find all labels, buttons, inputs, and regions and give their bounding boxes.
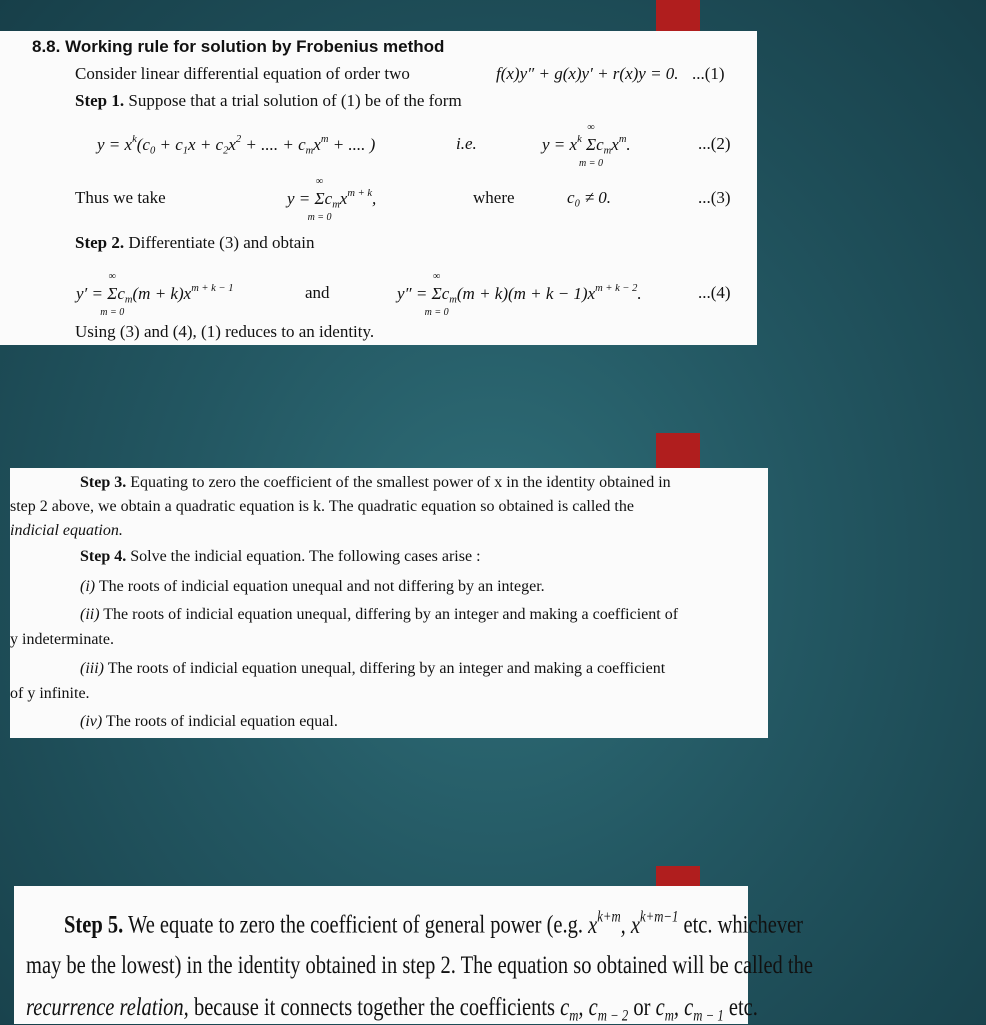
step-3-label: Step 3. (80, 474, 127, 491)
section-heading: 8.8. Working rule for solution by Frobenius method (32, 37, 445, 56)
thus-text: Thus we take (75, 188, 166, 207)
step-5-line-2 (26, 952, 986, 980)
step-2-text: Differentiate (3) and obtain (128, 233, 315, 252)
step-1 (75, 91, 462, 111)
step-3-line-1 (80, 474, 671, 492)
frobenius-card-3 (14, 886, 813, 1025)
step-4 (80, 548, 481, 566)
step-5-label: Step 5. (64, 911, 124, 939)
identity-text: Using (3) and (4), (1) reduces to an identity. (75, 322, 375, 341)
trial-solution-sum: $y = x^k$ Σ ∞ m = 0 $c_mx^m$. (542, 121, 631, 169)
frobenius-card-2 (10, 468, 768, 738)
case-2-number: (ii) (80, 606, 100, 623)
intro-text: Consider linear differential equation of order two (75, 64, 410, 83)
step-5-text-2: may be the lowest) in the identity obtained in step 2. The equation so obtained will be called the (26, 952, 813, 979)
step-3-text-1: Equating to zero the coefficient of the smallest power of x in the identity obtained in (130, 474, 671, 491)
recurrence-relation-term: recurrence relation, (26, 994, 189, 1021)
case-2-text-1: The roots of indicial equation unequal, differing by an integer and making a coefficient of (103, 606, 679, 623)
step-1-text: Suppose that a trial solution of (1) be of the form (128, 91, 462, 110)
case-1-number: (i) (80, 578, 96, 595)
case-4-number: (iv) (80, 713, 103, 730)
equation-1-number: ...(1) (692, 64, 725, 83)
red-accent-tab-1 (656, 0, 700, 34)
equation-4-number: ...(4) (698, 283, 731, 302)
second-derivative: y″ = Σ ∞ m = 0 $c_m(m + k)(m + k - 1)x^{m + k - 2}$. (397, 270, 642, 318)
where-text: where (473, 188, 515, 207)
step-5-etc: etc. (728, 994, 758, 1021)
case-2-text-2: y indeterminate. (10, 631, 114, 648)
step-5-text-3: because it connects together the coefficients (193, 994, 556, 1021)
frobenius-card-1 (0, 31, 757, 345)
series-solution: y = Σ ∞ m = 0 $c_mx^{m + k}$, (287, 175, 377, 223)
first-derivative: y′ = Σ ∞ m = 0 $c_m(m + k)x^{m + k - 1}$ (76, 270, 234, 318)
step-5-text-1b: etc. whichever (683, 911, 803, 939)
step-5-text-1: We equate to zero the coefficient of general power (e.g. (127, 911, 584, 939)
case-3 (80, 660, 665, 678)
coefficients-pair-1: $c_m$, $c_{m - 2}$ (560, 994, 629, 1025)
step-4-label: Step 4. (80, 548, 127, 565)
step-1-label: Step 1. (75, 91, 125, 110)
and-text: and (305, 283, 330, 302)
step-3-text-3: indicial equation. (10, 522, 123, 539)
step-3-text-2: step 2 above, we obtain a quadratic equation is k. The quadratic equation so obtained is called the (10, 498, 634, 515)
step-2-label: Step 2. (75, 233, 125, 252)
red-accent-tab-2 (656, 433, 700, 469)
step-5-or: or (633, 994, 651, 1021)
step-5-line-1 (64, 908, 965, 940)
ie-label: i.e. (456, 134, 477, 153)
equation-3-number: ...(3) (698, 188, 731, 207)
step-4-text: Solve the indicial equation. The following cases arise : (130, 548, 481, 565)
general-power-terms: $x^{k+m}$, $x^{k+m-1}$ (588, 908, 679, 939)
coefficients-pair-2: $c_m$, $c_{m - 1}$ (655, 994, 724, 1025)
case-3-number: (iii) (80, 660, 104, 677)
case-3-text-2: of y infinite. (10, 685, 90, 702)
case-3-text-1: The roots of indicial equation unequal, differing by an integer and making a coefficient (107, 660, 666, 677)
case-4 (80, 713, 338, 731)
case-1-text: The roots of indicial equation unequal and not differing by an integer. (98, 578, 545, 595)
step-2 (75, 233, 315, 253)
case-4-text: The roots of indicial equation equal. (105, 713, 338, 730)
equation-1: f(x)y″ + g(x)y′ + r(x)y = 0. (496, 64, 679, 83)
case-1 (80, 578, 545, 596)
case-2 (80, 606, 678, 624)
equation-2-number: ...(2) (698, 134, 731, 153)
c0-condition: c₀ ≠ 0. (567, 188, 612, 207)
step-5-line-3 (26, 994, 919, 1025)
trial-solution-expansion: $y = x^k(c_0 + c_1x + c_2x^2$ + .... + $c_mx^m$ + .... ) (97, 134, 376, 157)
